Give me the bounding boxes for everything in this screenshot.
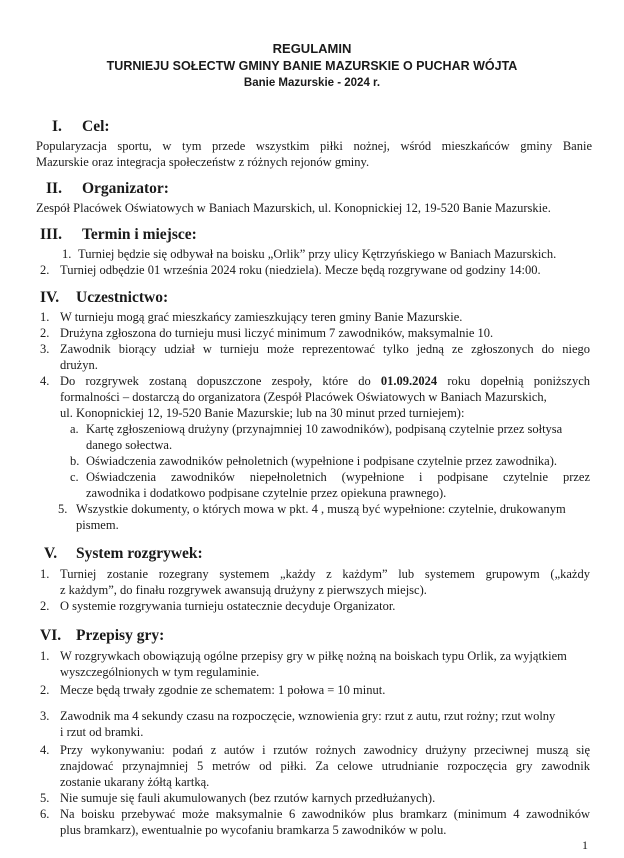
paragraph-line: Popularyzacja sportu, w tym przede wszystkim piłki nożnej, wśród mieszkańców gminy Banie	[36, 139, 592, 153]
list-item-text: Wszystkie dokumenty, o których mowa w pkt. 4 , muszą być wypełnione: czytelnie, drukowanym	[76, 502, 566, 516]
list-letter: a.	[70, 422, 79, 436]
list-item-text: Zawodnik biorący udział w turnieju może reprezentować tylko jedną ze zgłoszonych do niego	[60, 342, 590, 356]
list-item-text: Na boisku przebywać może maksymalnie 6 zawodników plus bramkarz (minimum 4 zawodników	[60, 807, 590, 821]
list-item-text: Drużyna zgłoszona do turnieju musi liczyć minimum 7 zawodników, maksymalnie 10.	[60, 326, 494, 340]
list-item-text: Oświadczenia zawodników niepełnoletnich (wypełnione i podpisane czytelnie przez	[86, 470, 590, 484]
list-number: 2.	[40, 599, 50, 613]
list-number: 1.	[62, 247, 72, 261]
list-item-text: i rzut od bramki.	[60, 725, 144, 739]
list-item-text: W turnieju mogą grać mieszkańcy zamieszkujący teren gminy Banie Mazurskie.	[60, 310, 463, 324]
list-number: 5.	[40, 791, 50, 805]
list-item-text: danego sołectwa.	[86, 438, 173, 452]
section-heading-uczestnictwo	[40, 289, 168, 307]
section-number: VI.	[40, 627, 62, 644]
section-number: V.	[44, 545, 58, 562]
list-item-text: wyszczególnionych w tym regulaminie.	[60, 665, 260, 679]
section-title: Przepisy gry:	[76, 627, 165, 644]
text-run: roku dopełnią poniższych	[437, 374, 590, 388]
document-subtitle: TURNIEJU SOŁECTW GMINY BANIE MAZURSKIE O PUCHAR WÓJTA	[106, 59, 518, 73]
document-title: REGULAMIN	[272, 41, 352, 56]
list-item-text: z każdym”, do finału rozgrywek awansują drużyny z pierwszych miejsc).	[60, 583, 427, 597]
list-number: 2.	[40, 263, 50, 277]
section-number: II.	[46, 180, 62, 197]
list-number: 3.	[40, 709, 50, 723]
section-number: I.	[52, 118, 62, 135]
list-number: 4.	[40, 374, 50, 388]
list-number: 3.	[40, 342, 50, 356]
list-item-text: Turniej zostanie rozegrany systemem „każdy z każdym” lub systemem grupowym („każdy	[60, 567, 590, 581]
paragraph-line: Zespół Placówek Oświatowych w Baniach Mazurskich, ul. Konopnickiej 12, 19-520 Banie Mazurskie.	[36, 201, 551, 215]
section-number: III.	[40, 226, 62, 243]
list-item-text: plus bramkarz), ewentualnie po wycofaniu bramkarza 5 zawodników w polu.	[60, 823, 447, 837]
list-number: 2.	[40, 683, 50, 697]
list-item-text: drużyn.	[60, 358, 98, 372]
section-heading-organizator	[46, 180, 169, 198]
list-number: 1.	[40, 567, 50, 581]
list-item-text: Turniej odbędzie 01 września 2024 roku (niedziela). Mecze będą rozgrywane od godziny 14:00.	[60, 263, 541, 277]
list-item-text: Nie sumuje się fauli akumulowanych (bez rzutów karnych przedłużanych).	[60, 791, 436, 805]
list-item-text: Kartę zgłoszeniową drużyny (przynajmniej 10 zawodników), podpisaną czytelnie przez sołtysa	[86, 422, 563, 436]
section-title: System rozgrywek:	[76, 545, 203, 562]
list-item-text: pismem.	[76, 518, 119, 532]
list-item-text: Turniej będzie się odbywał na boisku „Orlik” przy ulicy Kętrzyńskiego w Baniach Mazurskich.	[78, 247, 557, 261]
section-heading-system	[44, 545, 203, 563]
list-item-text: ul. Konopnickiej 12, 19-520 Banie Mazurskie; lub na 30 minut przed turniejem):	[60, 406, 465, 420]
section-heading-przepisy	[40, 627, 164, 645]
list-number: 5.	[58, 502, 68, 516]
section-title: Uczestnictwo:	[76, 289, 169, 306]
list-item-text	[60, 373, 590, 390]
list-letter: c.	[70, 470, 79, 484]
section-title: Organizator:	[82, 180, 169, 197]
list-item-text: Mecze będą trwały zgodnie ze schematem: 1 połowa = 10 minut.	[60, 683, 386, 697]
list-item-text: W rozgrywkach obowiązują ogólne przepisy gry w piłkę nożną na boiskach typu Orlik, za wyjątkiem	[60, 649, 567, 663]
list-number: 1.	[40, 310, 50, 324]
date-bold: 01.09.2024	[380, 374, 438, 388]
list-number: 4.	[40, 743, 50, 757]
list-number: 6.	[40, 807, 50, 821]
list-letter: b.	[70, 454, 80, 468]
list-item-text: Oświadczenia zawodników pełnoletnich (wypełnione i podpisane czytelnie przez zawodnika).	[86, 454, 558, 468]
list-number: 1.	[40, 649, 50, 663]
list-item-text: zawodnika i dodatkowo podpisane czytelnie przez opiekuna prawnego).	[86, 486, 447, 500]
list-item-text: zostanie ukarany żółtą kartką.	[60, 775, 210, 789]
section-number: IV.	[40, 289, 60, 306]
section-title: Cel:	[82, 118, 110, 135]
paragraph-line: Mazurskie oraz integracja społeczeństw z różnych rejonów gminy.	[36, 155, 370, 169]
section-title: Termin i miejsce:	[82, 226, 197, 243]
section-heading-cel	[52, 118, 110, 136]
document-place-year: Banie Mazurskie - 2024 r.	[243, 77, 381, 89]
page-number: 1	[582, 838, 588, 852]
list-item-text: znajdować przynajmniej 5 metrów od piłki. Za celowe utrudnianie rozpoczęcia gry zawodnik	[60, 759, 590, 773]
list-number: 2.	[40, 326, 50, 340]
text-run: Do rozgrywek zostaną dopuszczone zespoły, które do	[60, 374, 381, 388]
list-item-text: Przy wykonywaniu: podań z autów i rzutów rożnych zawodnicy drużyny przeciwnej muszą się	[60, 743, 590, 757]
list-item-text: O systemie rozgrywania turnieju ostatecznie decyduje Organizator.	[60, 599, 396, 613]
list-item-text: formalności – dostarczą do organizatora (Zespół Placówek Oświatowych w Baniach Mazurskich,	[60, 390, 547, 404]
section-heading-termin	[40, 226, 197, 244]
list-item-text: Zawodnik ma 4 sekundy czasu na rozpoczęcie, wznowienia gry: rzut z autu, rzut rożny; rzut wolny	[60, 709, 556, 723]
